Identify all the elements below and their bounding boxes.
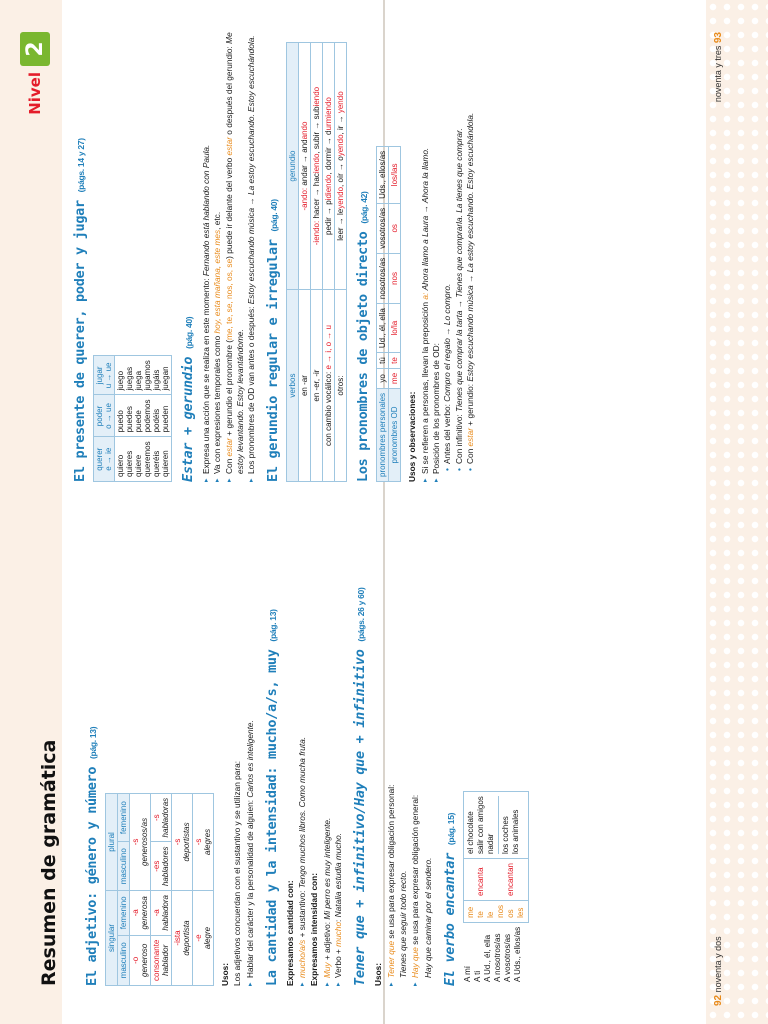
table-cell: -s deportistas (172, 793, 193, 890)
level-number: 2 (20, 32, 50, 66)
table-cell: los/las (389, 146, 401, 203)
hay-example: Hay que caminar por el sendero. (422, 857, 433, 978)
page-ref: (págs. 14 y 27) (76, 138, 86, 193)
page-number: 93 (713, 32, 724, 44)
section-title-text: Tener que + infinitivo/Hay que + infinitivo (352, 649, 369, 986)
gerundio-table (286, 42, 347, 482)
table-cell: lo/la (389, 304, 401, 353)
od-table (376, 146, 401, 482)
encantar-pronouns: me te le nos os les (464, 900, 528, 922)
level-badge (20, 32, 50, 115)
table-cell: quiero quieres quiere queremos queréis quieren (115, 437, 172, 482)
section-title-text: La cantidad y la intensidad: mucho/a/s, muy (263, 649, 280, 986)
intensidad-bullet: ▸ Verbo + mucho: Natalia estudia mucho. (333, 534, 344, 978)
table-cell: me (389, 368, 401, 388)
encantar-verb-forms: encanta encantan (464, 858, 528, 900)
table-cell: nos (389, 253, 401, 303)
table-head: femenino (118, 793, 130, 842)
usos-label: Usos: (373, 962, 384, 986)
section-title-text: El adjetivo: género y número (84, 766, 100, 986)
estar-bullet: ▸ Con estar + gerundio el pronombre (me, te, se, nos, os, se) puede ir delante del verbo estar o después del gerundio: Me estoy levantando. Estoy levantándome. (224, 30, 247, 474)
page-footer-left (713, 936, 724, 1006)
section-title-od (355, 30, 371, 482)
table-cell: tú (377, 353, 389, 369)
table-head: masculino (118, 935, 130, 985)
od-subbullet: • Con estar + gerundio: Estoy escuchando música → La estoy escuchando. Estoy escuchándola. (465, 30, 476, 464)
table-cell: -s alegres (193, 793, 214, 890)
table-row (193, 793, 214, 985)
table-row (172, 793, 193, 985)
table-cell: -a habladora (151, 891, 172, 936)
table-cell: -iendo: hacer → haciendo, subir → subiendo (311, 43, 323, 290)
section-title-text: Estar + gerundio (180, 356, 196, 482)
page-ref: (pág. 13) (88, 726, 98, 759)
od-subbullet: • Antes del verbo: Compro el regalo → Lo compro. (442, 30, 453, 464)
page-footer-right (713, 32, 724, 102)
table-head: querer e → ie (94, 437, 115, 482)
section-title-cantidad (264, 534, 280, 986)
estar-bullet: ▸ Va con expresiones temporales como hoy, esta mañana, este mes, etc. (212, 30, 223, 474)
page-number-words: noventa y tres (713, 45, 723, 103)
hay-bullet: ▸ Hay que se usa para expresar obligación general: (410, 534, 421, 978)
table-cell: -s generosos/as (130, 793, 151, 890)
usos-label: Usos y observaciones: (407, 391, 418, 482)
section-title-adjetivo (84, 534, 100, 986)
section-title-estar (180, 30, 196, 482)
table-cell: juego juegas juega jugamos jugáis juegan (115, 356, 172, 395)
level-label: Nivel (26, 72, 44, 115)
od-bullet: ▸ Si se refieren a personas, llevan la preposición a: Ahora llamo a Laura → Ahora la llamo. (420, 30, 431, 474)
table-cell: otros: (335, 290, 347, 482)
table-head: masculino (118, 842, 130, 891)
intensidad-label: Expresamos intensidad con: (309, 873, 320, 986)
tener-bullet: ▸ Tener que se usa para expresar obligación personal: (386, 534, 397, 978)
table-cell: -s habladoras (151, 793, 172, 842)
estar-bullet: ▸ Expresa una acción que se realiza en este momento: Fernando está hablando con Paula. (201, 30, 212, 474)
left-content (84, 534, 529, 986)
estar-bullet: ▸ Los pronombres de OD van antes o después: Estoy escuchando música → La estoy escuchando. Estoy escuchándola. (246, 30, 257, 474)
table-cell: pedir → pidiendo, dormir → durmiendo (323, 43, 335, 290)
table-cell: Ud., él, ella (377, 304, 389, 353)
page-title: Resumen de gramática (38, 739, 60, 986)
table-head: femenino (118, 891, 130, 936)
usos-label: Usos: (220, 962, 230, 986)
table-row (115, 356, 172, 482)
table-cell: -a generosa (130, 891, 151, 936)
table-row (130, 793, 151, 985)
table-cell: nosotros/as (377, 253, 389, 303)
section-title-presente (72, 30, 88, 482)
table-head: plural (106, 793, 118, 890)
section-title-text: El presente de querer, poder y jugar (72, 200, 88, 482)
page-ref: (pág. 15) (445, 812, 456, 846)
table-cell: -ando: andar → andando (299, 43, 311, 290)
table-row (335, 43, 347, 482)
usos-bullet: ▸ Hablar del carácter y la personalidad de alguien: Carlos es inteligente. (245, 534, 256, 978)
page-number-words: noventa y dos (713, 936, 723, 993)
table-cell: en -ar (299, 290, 311, 482)
table-cell: -o generoso (130, 935, 151, 985)
od-bullet: ▸ Posición de los pronombres de OD: (431, 30, 442, 474)
table-head: gerundio (287, 43, 299, 290)
presente-table (93, 355, 172, 482)
section-title-text: El verbo encantar (441, 852, 458, 986)
section-title-text: Los pronombres de objeto directo (355, 231, 372, 482)
table-head: pronombres OD (389, 388, 401, 481)
table-row (389, 146, 401, 481)
right-content (72, 30, 476, 482)
section-title-gerundio (265, 30, 281, 482)
page-ref: (pág. 42) (359, 191, 370, 224)
table-cell: en -er, -ir (311, 290, 323, 482)
cantidad-label: Expresamos cantidad con: (284, 880, 295, 986)
table-head: pronombres personales (377, 388, 389, 481)
table-head: poder o → ue (94, 395, 115, 437)
section-title-encantar (442, 534, 458, 986)
page-ref: (págs. 26 y 60) (356, 587, 367, 642)
usos-text: Los adjetivos concuerdan con el sustantivo y se utilizan para: (232, 760, 243, 986)
left-page (0, 512, 768, 1024)
table-cell: Uds., ellos/as (377, 146, 389, 203)
table-head: verbos (287, 290, 299, 482)
table-cell: -ista deportista (172, 891, 193, 986)
section-title-text: El gerundio regular e irregular (265, 239, 282, 482)
table-row (311, 43, 323, 482)
tener-example: Tienes que seguir todo recto. (397, 870, 408, 978)
table-row (323, 43, 335, 482)
encantar-table (463, 534, 529, 986)
encantar-objects: el chocolate salir con amigos nadar los coches los animales (465, 796, 520, 855)
table-row (299, 43, 311, 482)
table-cell: -es habladores (151, 842, 172, 891)
page-ref: (pág. 40) (269, 199, 280, 232)
page-ref: (pág. 13) (267, 609, 278, 642)
table-row (151, 793, 172, 985)
table-head: jugar u → ue (94, 356, 115, 395)
table-cell: leer → leyendo, oír → oyendo, ir → yendo (335, 43, 347, 290)
table-cell: puedo puedes puede podemos podéis pueden (115, 395, 172, 437)
table-cell: te (389, 353, 401, 369)
page-number: 92 (713, 994, 724, 1006)
section-title-tener (352, 534, 368, 986)
adjective-table (105, 793, 214, 986)
table-cell: os (389, 203, 401, 253)
table-cell: con cambio vocálico: e → i, o → u (323, 290, 335, 482)
intensidad-bullet: ▸ Muy + adjetivo: Mi perro es muy inteligente. (322, 534, 333, 978)
cantidad-bullet: ▸ mucho/a/s + sustantivo: Tengo muchos libros. Como mucha fruta. (297, 534, 308, 978)
table-row (377, 146, 389, 481)
table-cell: yo (377, 368, 389, 388)
page-ref: (pág. 40) (184, 316, 194, 349)
od-subbullet: • Con infinitivo: Tienes que comprar la tarta → Tienes que comprarla. La tienes que comprar. (454, 30, 465, 464)
encantar-forms (463, 791, 529, 923)
table-cell: vosotros/as (377, 203, 389, 253)
table-cell: consonante hablador (151, 935, 172, 985)
encantar-persons: A mí A ti A Ud., él, ella A nosotros/as A vosotros/as A Uds., ellos/as (462, 926, 522, 982)
table-cell: -e alegre (193, 891, 214, 986)
table-head: singular (106, 891, 118, 986)
